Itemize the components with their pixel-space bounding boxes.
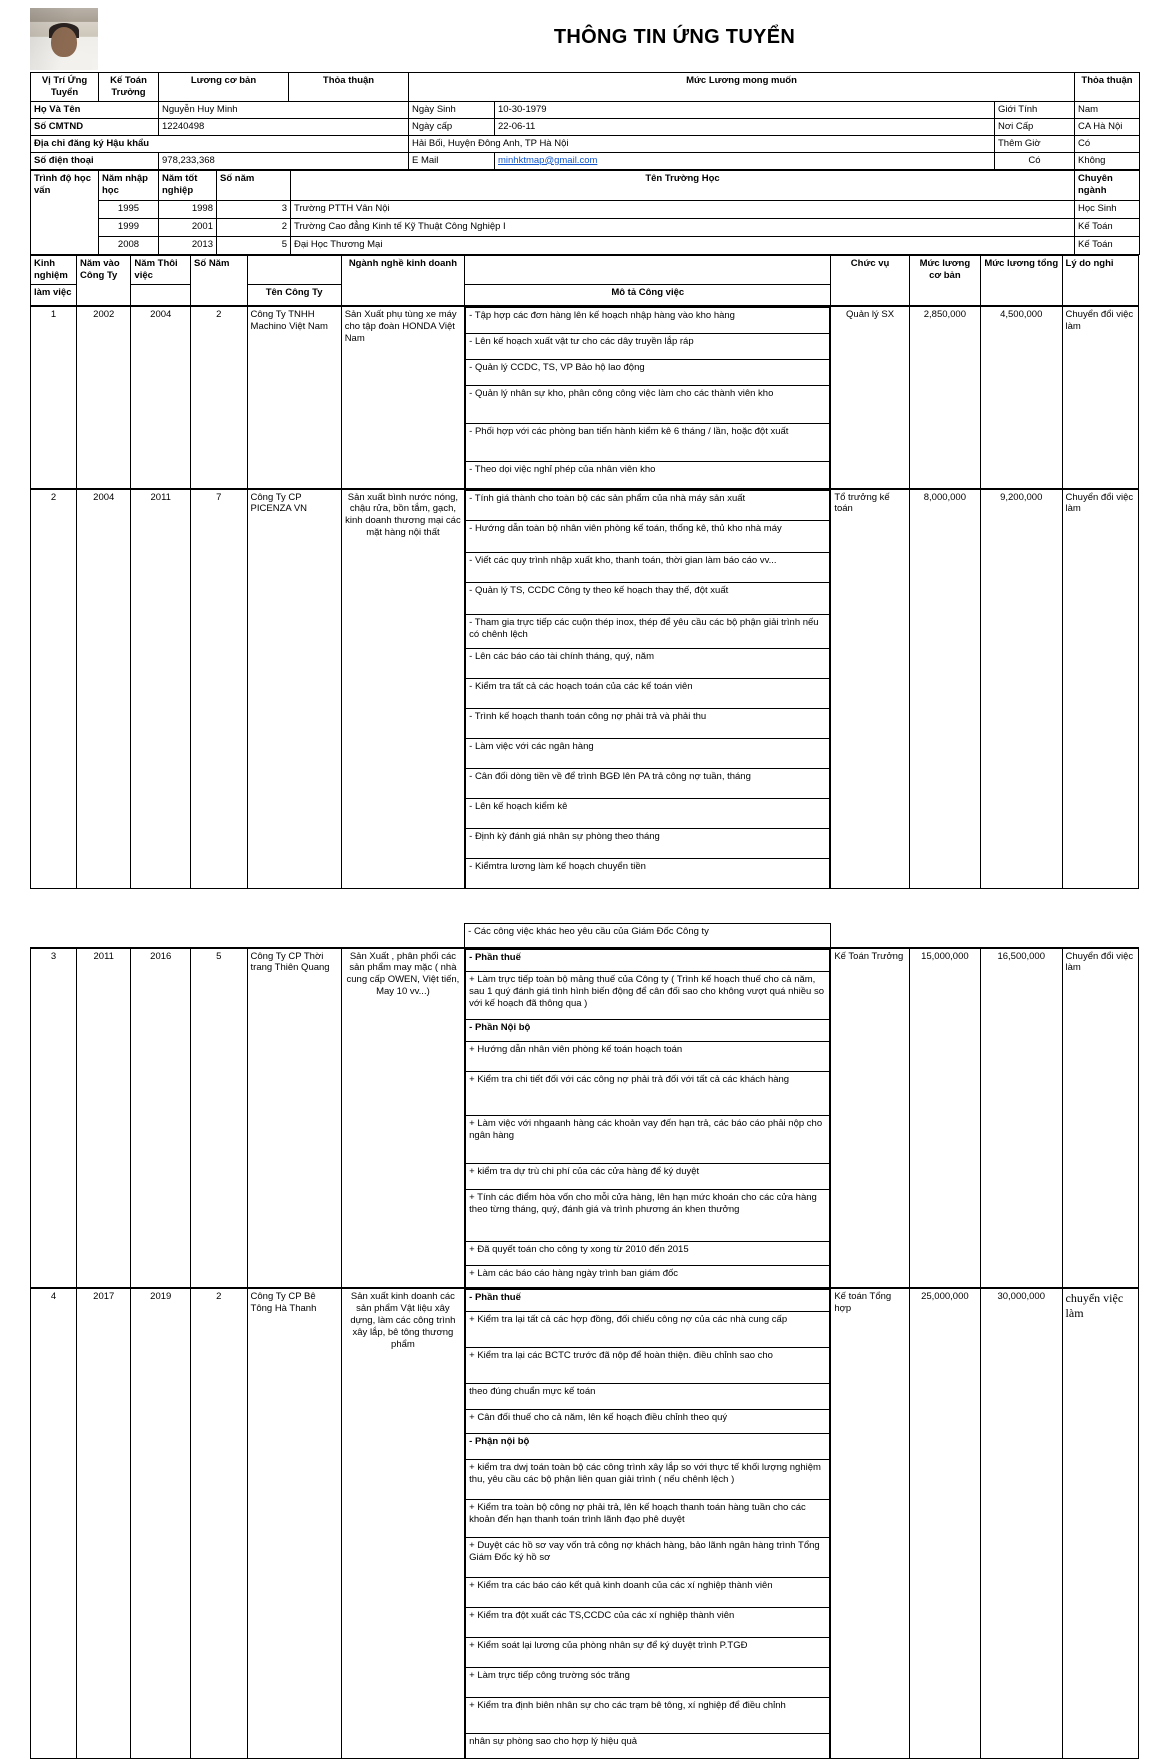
- cell-base-salary-label: Lương cơ bản: [159, 73, 289, 102]
- education-header-row: [31, 170, 1140, 200]
- value-hasnot: Không: [1075, 152, 1140, 169]
- exp-year-in: 2004: [77, 489, 131, 889]
- col-major: Chuyên ngành: [1075, 170, 1140, 200]
- col-exp-description: Mô tả Công việc: [465, 284, 831, 306]
- duty-item: + Cân đối thuế cho cả năm, lên kế hoạch điều chỉnh theo quý: [466, 1410, 830, 1434]
- exp-years: 5: [191, 948, 247, 1289]
- duty-item: + kiểm tra dwj toán toàn bộ các công trình xây lắp so với thực tế khối lượng nghiệm thu, yêu cầu các bộ phận liên quan giải trình ( nếu chênh lệch ): [466, 1460, 830, 1500]
- table-row: [31, 489, 1139, 889]
- duty-list: [465, 949, 830, 1288]
- edu-year-grad: 2013: [159, 236, 217, 254]
- exp-industry: Sản xuất bình nước nóng, chậu rửa, bồn tắm, gạch, kinh doanh thương mại các mặt hàng nội thất: [341, 489, 464, 889]
- exp-title: Kế Toán Trưởng: [831, 948, 909, 1289]
- exp-industry: Sản Xuất phụ tùng xe máy cho tập đoàn HONDA Việt Nam: [341, 306, 464, 489]
- duty-heading: - Phần Nội bộ: [466, 1019, 830, 1041]
- duty-item: - Cân đối dòng tiền về để trình BGĐ lên PA trả công nợ tuần, tháng: [466, 768, 830, 798]
- edu-school: Đại Học Thương Mại: [291, 236, 1075, 254]
- exp-base-salary: 15,000,000: [909, 948, 980, 1289]
- exp-company: Công Ty CP PICENZA VN: [247, 489, 341, 889]
- duty-item: + Làm các báo cáo hàng ngày trình ban giám đốc: [466, 1265, 830, 1287]
- duty-item: - Định kỳ đánh giá nhân sự phòng theo tháng: [466, 828, 830, 858]
- label-issue-place: Nơi Cấp: [995, 118, 1075, 135]
- duty-item: + Kiểm tra chi tiết đối với các công nợ phải trả đối với tất cả các khách hàng: [466, 1071, 830, 1115]
- exp-base-salary: 8,000,000: [909, 489, 980, 889]
- exp-no: 2: [31, 489, 77, 889]
- education-table: [30, 170, 1140, 255]
- education-section-label: Trình độ học vấn: [31, 170, 99, 254]
- duty-item: + Kiểm tra các báo cáo kết quả kinh doanh của các xí nghiệp thành viên: [466, 1578, 830, 1608]
- exp-reason: Chuyển đổi việc làm: [1062, 306, 1138, 489]
- col-exp-title: Chức vụ: [831, 255, 909, 306]
- duty-item: + Kiểm tra định biên nhân sự cho các trạm bê tông, xí nghiệp để điều chỉnh: [466, 1698, 830, 1734]
- duty-heading: - Phần thuế: [466, 1290, 830, 1312]
- value-issue-place: CA Hà Nội: [1075, 118, 1140, 135]
- exp-title: Quản lý SX: [831, 306, 909, 489]
- value-address: Hải Bối, Huyện Đông Anh, TP Hà Nội: [409, 135, 995, 152]
- edu-year-in: 1999: [99, 218, 159, 236]
- label-phone: Số điện thoại: [31, 152, 159, 169]
- duty-item: - Tham gia trực tiếp các cuộn thép inox, thép để yêu cầu các bộ phận giải trình nếu có chênh lệch: [466, 614, 830, 648]
- duty-item: - Tập hợp các đơn hàng lên kế hoạch nhập hàng vào kho hàng: [466, 308, 830, 334]
- duty-item: - Lên kế hoạch kiểm kê: [466, 798, 830, 828]
- carryover-duty-item: - Các công việc khác heo yêu cầu của Giám Đốc Công ty: [465, 924, 831, 948]
- value-email[interactable]: [495, 152, 995, 169]
- exp-total-salary: 16,500,000: [980, 948, 1062, 1289]
- col-exp-company-spacer: [247, 255, 341, 284]
- cell-desired-salary-label: Mức Lương mong muốn: [409, 73, 1075, 102]
- education-row: [31, 218, 1140, 236]
- duty-heading: - Phận nội bộ: [466, 1434, 830, 1460]
- duty-item: + Kiểm tra đột xuất các TS,CCDC của các xí nghiệp thành viên: [466, 1608, 830, 1638]
- exp-duties: [465, 1288, 831, 1758]
- col-year-grad: Năm tốt nghiệp: [159, 170, 217, 200]
- exp-company: Công Ty CP Bê Tông Hà Thanh: [247, 1288, 341, 1758]
- duty-item: + Hướng dẫn nhân viên phòng kế toán hoạch toán: [466, 1041, 830, 1071]
- duty-heading: - Phần thuế: [466, 949, 830, 971]
- exp-title: Kế toán Tổng hợp: [831, 1288, 909, 1758]
- duty-item: + kiểm tra dự trù chi phí của các cửa hàng để ký duyệt: [466, 1163, 830, 1189]
- duty-item: - Lên các báo cáo tài chính tháng, quý, năm: [466, 648, 830, 678]
- duty-item: + Tính các điểm hòa vốn cho mỗi cửa hàng, lên hạn mức khoán cho các cửa hàng theo từng tháng, quý, đánh giá và trình phương án khen thưởng: [466, 1189, 830, 1241]
- exp-no: 1: [31, 306, 77, 489]
- edu-years: 3: [217, 200, 291, 218]
- value-overtime: Có: [1075, 135, 1140, 152]
- exp-year-out: 2004: [131, 306, 191, 489]
- label-address: Địa chỉ đăng ký Hậu khẩu: [31, 135, 409, 152]
- exp-year-in: 2011: [77, 948, 131, 1289]
- col-exp-year-out-2: [131, 284, 191, 306]
- label-overtime: Thêm Giờ: [995, 135, 1075, 152]
- exp-reason: Chuyển đổi việc làm: [1062, 489, 1138, 889]
- exp-duties: [465, 489, 831, 889]
- col-exp-years: Số Năm: [191, 255, 247, 306]
- experience-table: [30, 255, 1139, 889]
- exp-title: Tổ trưởng kế toán: [831, 489, 909, 889]
- label-birthdate: Ngày Sinh: [409, 101, 495, 118]
- exp-total-salary: 9,200,000: [980, 489, 1062, 889]
- col-exp-total-salary: Mức lương tổng: [980, 255, 1062, 306]
- label-issue-date: Ngày cấp: [409, 118, 495, 135]
- duty-item: - Làm việc với các ngân hàng: [466, 738, 830, 768]
- col-exp-desc-spacer: [465, 255, 831, 284]
- value-id-number: 12240498: [159, 118, 409, 135]
- edu-years: 2: [217, 218, 291, 236]
- edu-school: Trường Cao đẳng Kinh tế Kỹ Thuật Công Nghiệp I: [291, 218, 1075, 236]
- exp-industry: Sản xuất kinh doanh các sản phẩm Vật liệu xây dựng, làm các công trình xây lắp, bê tông thương phẩm: [341, 1288, 464, 1758]
- edu-year-grad: 1998: [159, 200, 217, 218]
- duty-item: + Làm việc với nhgaanh hàng các khoản vay đến hạn trả, các báo cáo phải nộp cho ngân hàng: [466, 1115, 830, 1163]
- exp-base-salary: 2,850,000: [909, 306, 980, 489]
- col-exp-base-salary: Mức lương cơ bản: [909, 255, 980, 306]
- exp-reason: Chuyển đổi việc làm: [1062, 948, 1138, 1289]
- table-row: [31, 306, 1139, 489]
- col-years: Số năm: [217, 170, 291, 200]
- label-email: E Mail: [409, 152, 495, 169]
- carryover-row: [31, 924, 1139, 948]
- duty-item: - Trình kế hoạch thanh toán công nợ phải trả và phải thu: [466, 708, 830, 738]
- exp-base-salary: 25,000,000: [909, 1288, 980, 1758]
- col-exp-company: Tên Công Ty: [247, 284, 341, 306]
- duty-item: - Quản lý nhân sự kho, phân công công việc làm cho các thành viên kho: [466, 386, 830, 424]
- duty-item: - Phối hợp với các phòng ban tiến hành kiểm kê 6 tháng / lần, hoặc đột xuất: [466, 424, 830, 462]
- table-row-idnumber: [31, 118, 1140, 135]
- duty-item: - Viết các quy trình nhập xuất kho, thanh toán, thời gian làm báo cáo vv...: [466, 552, 830, 582]
- exp-company: Công Ty TNHH Machino Việt Nam: [247, 306, 341, 489]
- education-row: [31, 236, 1140, 254]
- exp-section-label-2: làm việc: [31, 284, 77, 306]
- cell-agreement-label: Thỏa thuận: [289, 73, 409, 102]
- experience-table-continued: [30, 923, 1139, 1759]
- duty-item: + Kiểm soát lại lương của phòng nhân sự để ký duyệt trình P.TGĐ: [466, 1638, 830, 1668]
- exp-year-out: 2011: [131, 489, 191, 889]
- label-fullname: Họ Và Tên: [31, 101, 159, 118]
- value-gender: Nam: [1075, 101, 1140, 118]
- duty-item: + Làm trực tiếp công trường sóc trăng: [466, 1668, 830, 1698]
- edu-year-grad: 2001: [159, 218, 217, 236]
- duty-item: + Kiểm tra lại các BCTC trước đã nộp để hoàn thiện. điều chỉnh sao cho: [466, 1348, 830, 1384]
- col-exp-year-in: Năm vào Công Ty: [77, 255, 131, 306]
- page-break-spacer: [0, 889, 1169, 923]
- exp-total-salary: 4,500,000: [980, 306, 1062, 489]
- edu-school: Trường PTTH Vân Nội: [291, 200, 1075, 218]
- col-exp-industry: Ngành nghề kinh doanh: [341, 255, 464, 306]
- duty-item: - Quản lý TS, CCDC Công ty theo kế hoạch thay thế, đột xuất: [466, 582, 830, 614]
- value-issue-date: 22-06-11: [495, 118, 995, 135]
- cell-agreement-label-2: Thỏa thuận: [1075, 73, 1140, 102]
- exp-years: 2: [191, 1288, 247, 1758]
- exp-year-in: 2017: [77, 1288, 131, 1758]
- duty-item: - Tính giá thành cho toàn bộ các sản phẩm của nhà máy sản xuất: [466, 490, 830, 520]
- col-exp-reason: Lý do nghỉ: [1062, 255, 1138, 306]
- email-link[interactable]: minhktmap@gmail.com: [498, 154, 598, 166]
- col-exp-year-out: Năm Thôi việc: [131, 255, 191, 284]
- exp-company: Công Ty CP Thời trang Thiên Quang: [247, 948, 341, 1289]
- exp-no: 4: [31, 1288, 77, 1758]
- duty-list: [465, 490, 830, 889]
- exp-year-out: 2016: [131, 948, 191, 1289]
- duty-list: [465, 307, 830, 488]
- duty-item: - Hướng dẫn toàn bộ nhân viên phòng kế toán, thống kê, thủ kho nhà máy: [466, 520, 830, 552]
- label-has: Có: [995, 152, 1075, 169]
- col-year-in: Năm nhập học: [99, 170, 159, 200]
- duty-item: + Duyệt các hồ sơ vay vốn trả công nợ khách hàng, bảo lãnh ngân hàng trình Tổng Giám Đốc ký hồ sơ: [466, 1538, 830, 1578]
- duty-item: + Làm trực tiếp toàn bộ mảng thuế của Công ty ( Trình kế hoạch thuế cho cả năm, sau 1 quý đánh giá tình hình biến động để cân đối sao cho không vượt quá nhiều so với kế hoạch đã thông qua ): [466, 971, 830, 1019]
- edu-major: Học Sinh: [1075, 200, 1140, 218]
- edu-major: Kế Toán: [1075, 218, 1140, 236]
- duty-item: + Kiểm tra toàn bộ công nợ phải trả, lên kế hoạch thanh toán hàng tuần cho các khoản đến hạn thanh toán trình lãnh đạo phê duyệt: [466, 1500, 830, 1538]
- duty-item: + Đã quyết toán cho công ty xong từ 2010 đến 2015: [466, 1241, 830, 1265]
- duty-list: [465, 1289, 830, 1758]
- page-title: THÔNG TIN ỨNG TUYỂN: [553, 26, 796, 48]
- table-row-phone: [31, 152, 1140, 169]
- duty-item: - Quản lý CCDC, TS, VP Bảo hộ lao động: [466, 360, 830, 386]
- exp-years: 7: [191, 489, 247, 889]
- exp-years: 2: [191, 306, 247, 489]
- applicant-info-table: [30, 72, 1140, 170]
- value-phone: 978,233,368: [159, 152, 409, 169]
- exp-reason-text: chuyển việc làm: [1065, 1291, 1124, 1320]
- exp-reason: [1062, 1288, 1138, 1758]
- edu-years: 5: [217, 236, 291, 254]
- duty-item: theo đúng chuẩn mực kế toán: [466, 1384, 830, 1410]
- table-row: [31, 948, 1139, 1289]
- edu-year-in: 1995: [99, 200, 159, 218]
- duty-item: + Kiểm tra lại tất cả các hợp đồng, đối chiếu công nợ của các nhà cung cấp: [466, 1312, 830, 1348]
- edu-major: Kế Toán: [1075, 236, 1140, 254]
- duty-item: - Kiểm tra tất cả các hoạch toán của các kế toán viên: [466, 678, 830, 708]
- exp-industry: Sản Xuất , phân phối các sản phẩm may mặc ( nhà cung cấp OWEN, Việt tiến, May 10 vv...): [341, 948, 464, 1289]
- table-row: [31, 1288, 1139, 1758]
- label-id-number: Số CMTND: [31, 118, 159, 135]
- col-school: Tên Trường Học: [291, 170, 1075, 200]
- exp-year-in: 2002: [77, 306, 131, 489]
- duty-item: nhân sự phòng sao cho hợp lý hiệu quả: [466, 1734, 830, 1758]
- table-row-fullname: [31, 101, 1140, 118]
- exp-total-salary: 30,000,000: [980, 1288, 1062, 1758]
- value-birthdate: 10-30-1979: [495, 101, 995, 118]
- edu-year-in: 2008: [99, 236, 159, 254]
- table-row-header: [31, 73, 1140, 102]
- document-header: [0, 0, 1169, 72]
- exp-section-label-1: Kinh nghiệm: [31, 255, 77, 284]
- label-gender: Giới Tính: [995, 101, 1075, 118]
- duty-item: - Kiểmtra lương làm kế hoạch chuyển tiền: [466, 858, 830, 888]
- exp-year-out: 2019: [131, 1288, 191, 1758]
- exp-duties: [465, 306, 831, 489]
- table-row-address: [31, 135, 1140, 152]
- cell-position-label: Vị Trí Ứng Tuyển: [31, 73, 99, 102]
- value-fullname: Nguyễn Huy Minh: [159, 101, 409, 118]
- education-row: [31, 200, 1140, 218]
- duty-item: - Theo dọi việc nghỉ phép của nhân viên kho: [466, 462, 830, 488]
- exp-duties: [465, 948, 831, 1289]
- exp-no: 3: [31, 948, 77, 1289]
- experience-header-row-1: [31, 255, 1139, 284]
- duty-item: - Lên kế hoạch xuất vật tư cho các dây truyền lắp ráp: [466, 334, 830, 360]
- cell-position-value: Kế Toán Trưởng: [99, 73, 159, 102]
